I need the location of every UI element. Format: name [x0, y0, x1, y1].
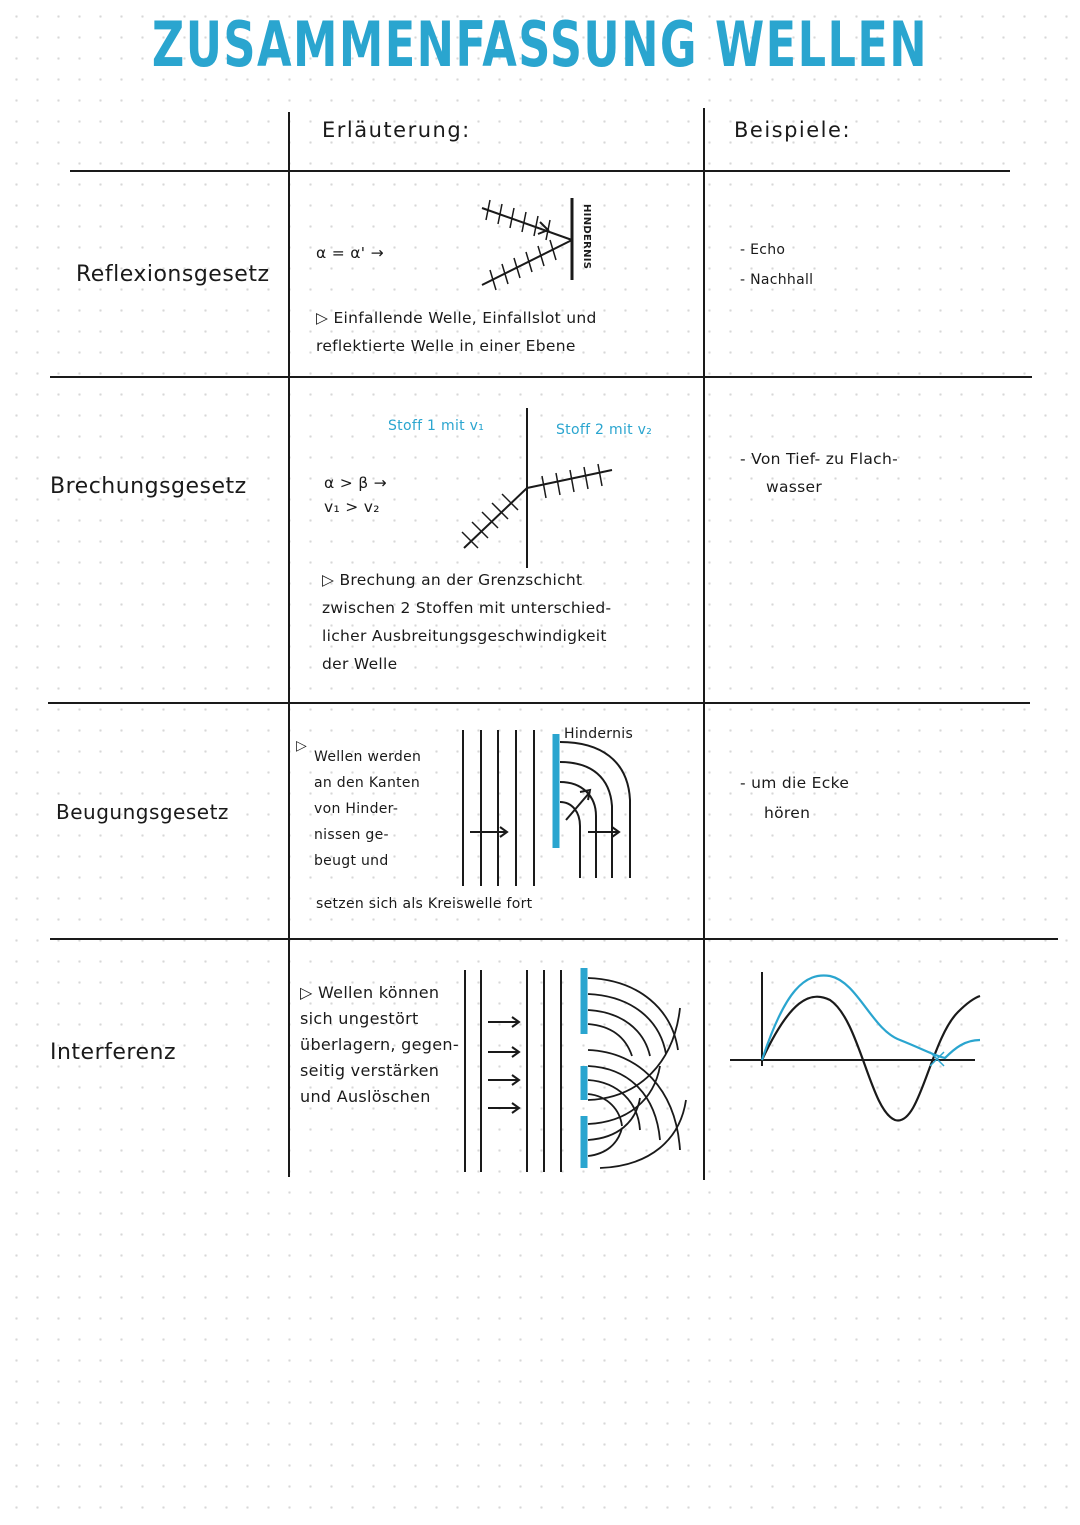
- example-item: - Nachhall: [740, 272, 814, 288]
- header-examples: Beispiele:: [734, 118, 852, 142]
- reflexion-diagram: [482, 198, 572, 290]
- example-item: hören: [764, 804, 811, 822]
- row-label-beugung: Beugungsgesetz: [56, 800, 229, 824]
- row-label-reflexion: Reflexionsgesetz: [76, 262, 270, 287]
- brechung-explanation: ▷ Brechung an der Grenzschicht zwischen 2 Stoffen mit unterschied- licher Ausbreitungsgeschwindigkeit der Welle: [322, 571, 612, 673]
- reflexion-formula: α = α' →: [316, 244, 384, 262]
- header-explanation: Erläuterung:: [322, 118, 471, 142]
- example-item: wasser: [766, 478, 823, 496]
- row-label-brechung: Brechungsgesetz: [50, 474, 247, 499]
- medium-2-label: Stoff 2 mit v₂: [556, 422, 653, 438]
- obstacle-label: HINDERNIS: [581, 204, 592, 270]
- page-title: ZUSAMMENFASSUNG WELLEN: [151, 8, 929, 81]
- example-item: - Echo: [740, 242, 786, 258]
- brechung-formula: α > β →: [324, 474, 387, 492]
- beugung-explanation-tail: setzen sich als Kreiswelle fort: [316, 896, 533, 912]
- example-item: - um die Ecke: [740, 774, 850, 792]
- row-label-interferenz: Interferenz: [50, 1040, 177, 1065]
- brechung-velocity: v₁ > v₂: [324, 498, 380, 516]
- beugung-explanation: Wellen werden an den Kanten von Hinder- nissen ge- beugt und: [314, 749, 422, 869]
- obstacle-label: Hindernis: [564, 726, 634, 742]
- example-item: - Von Tief- zu Flach-: [740, 450, 898, 468]
- interferenz-explanation: ▷ Wellen können sich ungestört überlagern, gegen- seitig verstärken und Auslöschen: [300, 983, 459, 1106]
- interferenz-diagram: [465, 968, 980, 1172]
- medium-1-label: Stoff 1 mit v₁: [388, 418, 485, 434]
- reflexion-explanation: ▷ Einfallende Welle, Einfallslot und reflektierte Welle in einer Ebene: [316, 309, 597, 355]
- beugung-diagram: [463, 730, 630, 886]
- bullet-marker: ▷: [296, 738, 308, 754]
